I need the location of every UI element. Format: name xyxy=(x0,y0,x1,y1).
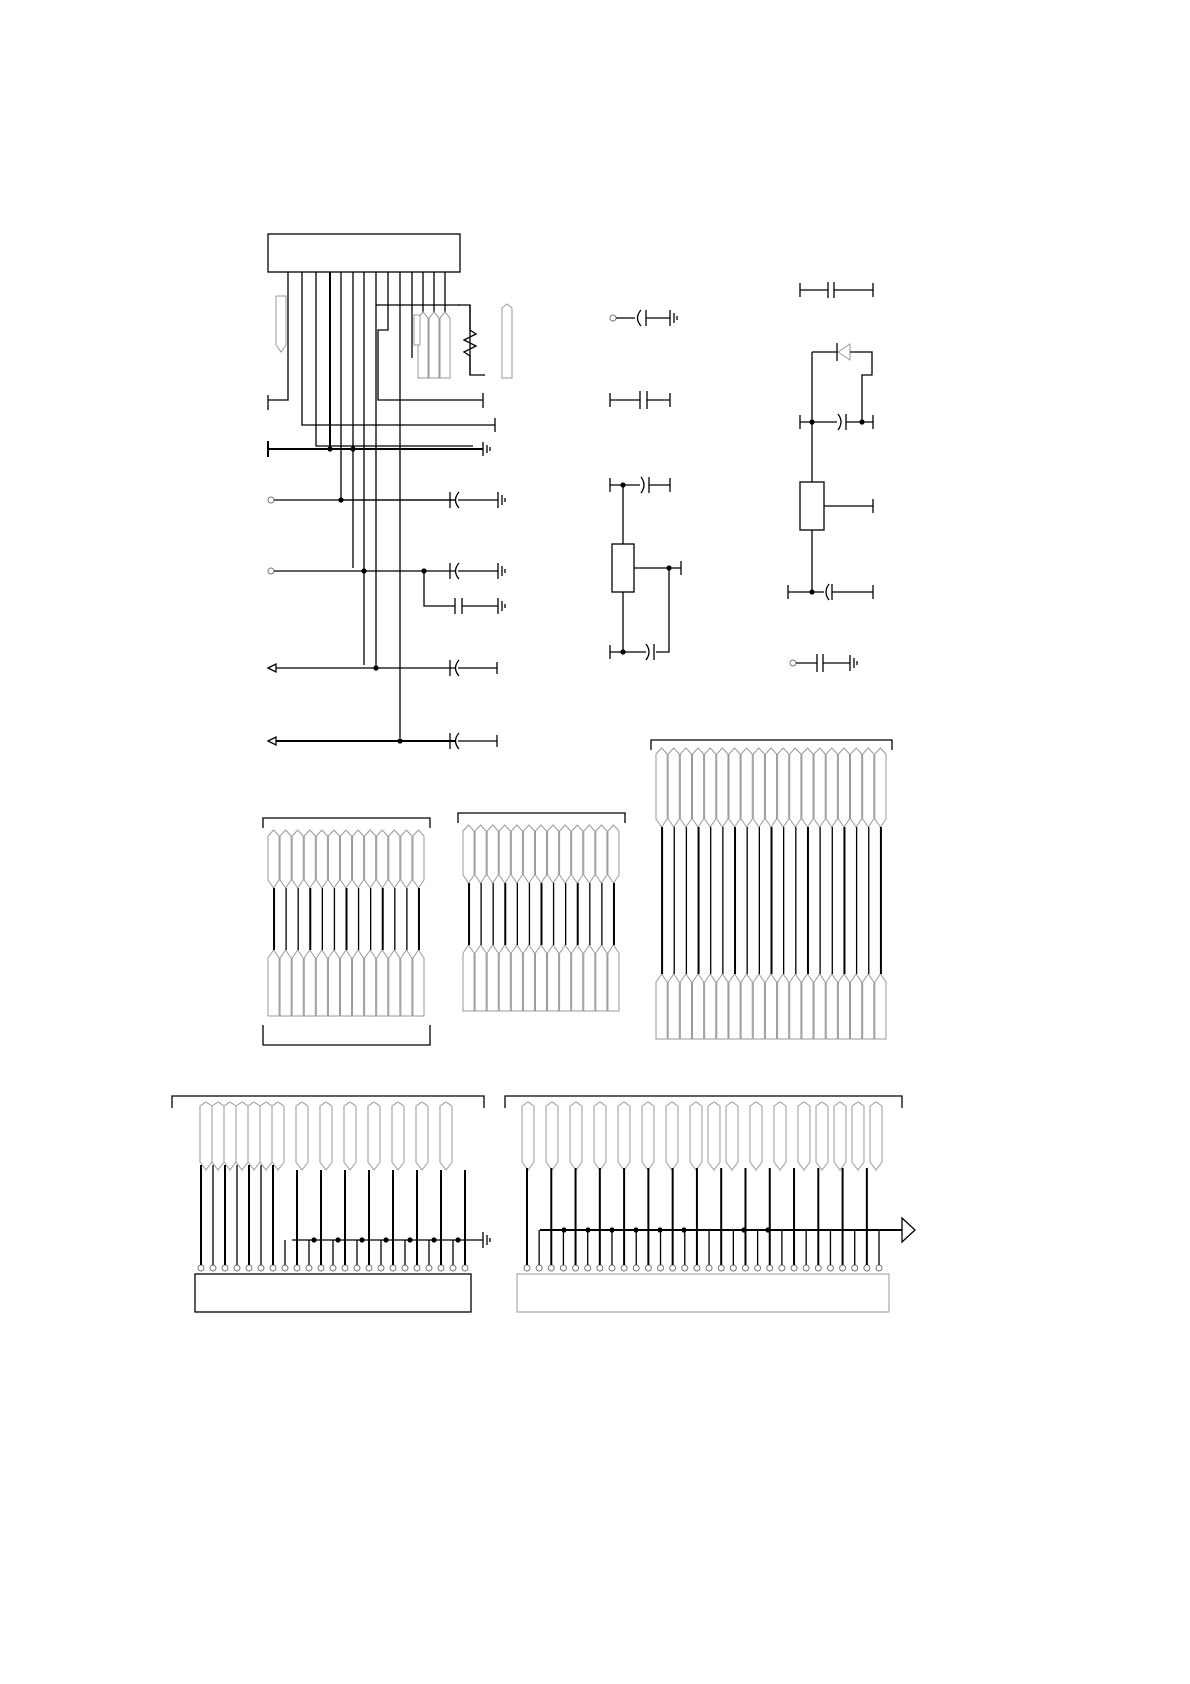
connector-pin xyxy=(487,825,498,883)
connector-pin xyxy=(726,1102,738,1170)
pin-terminal xyxy=(633,1265,639,1271)
pin-terminal xyxy=(573,1265,579,1271)
connector-pin xyxy=(268,950,279,1016)
arrow-terminal xyxy=(268,664,276,672)
ground-icon xyxy=(483,442,490,456)
connector-pin xyxy=(440,1102,452,1170)
connector-pin xyxy=(875,748,886,827)
connector-pin xyxy=(548,825,559,883)
pin-terminal xyxy=(548,1265,554,1271)
connector-pin xyxy=(304,950,315,1016)
junction xyxy=(657,1227,662,1232)
pin-terminal xyxy=(742,1265,748,1271)
connector-pin xyxy=(463,945,474,1011)
connector-bracket xyxy=(263,818,430,828)
connector-pin xyxy=(389,830,400,888)
connector-pin xyxy=(656,974,667,1039)
potentiometer-body xyxy=(800,482,824,530)
capacitor-icon xyxy=(796,654,850,672)
connector-pin xyxy=(560,825,571,883)
pin-terminal xyxy=(536,1265,542,1271)
connector-pin xyxy=(851,748,862,827)
connector-pin xyxy=(548,945,559,1011)
ic-body xyxy=(195,1274,471,1312)
ground-icon xyxy=(850,655,857,671)
connector-pin xyxy=(666,1102,678,1170)
connector-pin xyxy=(692,974,703,1039)
input-terminal xyxy=(610,315,616,321)
connector-pin xyxy=(870,1102,882,1170)
connector-pin xyxy=(268,830,279,888)
pin-terminal xyxy=(462,1265,468,1271)
pin-terminal xyxy=(597,1265,603,1271)
pin-terminal xyxy=(767,1265,773,1271)
connector-pin xyxy=(717,974,728,1039)
connector-pin xyxy=(292,950,303,1016)
pin-terminal xyxy=(682,1265,688,1271)
diode-icon xyxy=(837,343,850,361)
connector-pin xyxy=(570,1102,582,1170)
connector-pin xyxy=(304,830,315,888)
middle-circuit xyxy=(610,310,681,660)
pin-terminal xyxy=(730,1265,736,1271)
connector-pin xyxy=(377,830,388,888)
connector-pin xyxy=(729,974,740,1039)
connector-pin xyxy=(487,945,498,1011)
connector-pin xyxy=(741,974,752,1039)
junction xyxy=(859,419,864,424)
pin-terminal xyxy=(585,1265,591,1271)
ic-body xyxy=(517,1274,889,1312)
connector-pin xyxy=(814,748,825,827)
pin-terminal xyxy=(270,1265,276,1271)
connector-pin xyxy=(802,974,813,1039)
capacitor-icon xyxy=(838,414,873,430)
pin-terminal xyxy=(645,1265,651,1271)
wire xyxy=(610,645,646,659)
pin-terminal xyxy=(306,1265,312,1271)
connector-pin xyxy=(523,945,534,1011)
connector-pin xyxy=(596,945,607,1011)
connector-block-3 xyxy=(651,740,892,1039)
input-terminal xyxy=(790,660,796,666)
connector-pin xyxy=(690,1102,702,1170)
pin-terminal xyxy=(402,1265,408,1271)
connector-pin xyxy=(416,1102,428,1170)
pin-terminal xyxy=(840,1265,846,1271)
connector-pin xyxy=(608,945,619,1011)
connector-pin xyxy=(328,830,339,888)
pin-terminal xyxy=(755,1265,761,1271)
ic-body xyxy=(268,234,460,272)
connector-block-2 xyxy=(458,813,625,1011)
junction xyxy=(361,568,366,573)
wire xyxy=(788,585,824,599)
connector-pin xyxy=(475,825,486,883)
pin-terminal xyxy=(414,1265,420,1271)
pin-terminal xyxy=(354,1265,360,1271)
pin-terminal xyxy=(791,1265,797,1271)
connector-pin xyxy=(328,950,339,1016)
connector-pin xyxy=(392,1102,404,1170)
pin-terminal xyxy=(222,1265,228,1271)
connector-pin xyxy=(750,1102,762,1170)
pin-terminal xyxy=(718,1265,724,1271)
wire xyxy=(800,415,837,429)
pin-terminal xyxy=(560,1265,566,1271)
ic-block-top-left xyxy=(268,234,512,749)
pin-terminal xyxy=(852,1265,858,1271)
ground-icon xyxy=(670,310,677,326)
junction xyxy=(311,1237,316,1242)
arrow-terminal xyxy=(268,737,276,745)
connector-blocks xyxy=(263,740,892,1045)
connector-pin xyxy=(668,974,679,1039)
connector-pin xyxy=(790,974,801,1039)
capacitor-icon xyxy=(610,391,670,409)
connector-pin xyxy=(413,950,424,1016)
capacitor-icon xyxy=(450,563,498,579)
connector-pin xyxy=(535,825,546,883)
connector-pin xyxy=(560,945,571,1011)
connector-pin xyxy=(365,950,376,1016)
pin-terminal xyxy=(450,1265,456,1271)
pin-terminal xyxy=(621,1265,627,1271)
connector-pin xyxy=(475,945,486,1011)
junction xyxy=(455,1237,460,1242)
connector-pin xyxy=(729,748,740,827)
bottom-left-pin-row xyxy=(198,1102,468,1271)
connector-pin xyxy=(572,825,583,883)
connector-pin xyxy=(668,748,679,827)
connector-pin xyxy=(656,748,667,827)
connector-pin xyxy=(851,974,862,1039)
connector-pin xyxy=(765,974,776,1039)
pin-terminal xyxy=(198,1265,204,1271)
connector-pin xyxy=(377,950,388,1016)
connector-pin xyxy=(816,1102,828,1170)
connector-pin xyxy=(535,945,546,1011)
connector-pin xyxy=(826,748,837,827)
connector-pin xyxy=(344,1102,356,1170)
pin-terminal xyxy=(378,1265,384,1271)
connector-pin xyxy=(852,1102,864,1170)
junction xyxy=(407,1237,412,1242)
connector-pin xyxy=(320,1102,332,1170)
connector-pin xyxy=(584,945,595,1011)
junction xyxy=(335,1237,340,1242)
junction xyxy=(681,1227,686,1232)
ground-icon xyxy=(498,598,505,614)
connector-bracket xyxy=(263,1025,430,1045)
pin-terminal xyxy=(366,1265,372,1271)
bottom-right-pin-row xyxy=(522,1102,882,1271)
pin-terminal xyxy=(294,1265,300,1271)
connector-pin xyxy=(584,825,595,883)
ground-icon xyxy=(498,492,505,508)
connector-pin xyxy=(280,950,291,1016)
connector-pin xyxy=(680,974,691,1039)
connector-pin xyxy=(863,748,874,827)
connector-pin xyxy=(511,825,522,883)
wire xyxy=(656,568,669,652)
connector-pin xyxy=(499,825,510,883)
pin-terminal xyxy=(706,1265,712,1271)
connector-bracket xyxy=(458,813,625,823)
connector-pin xyxy=(798,1102,810,1170)
pin-terminal xyxy=(609,1265,615,1271)
connector-pin xyxy=(316,830,327,888)
connector-tab xyxy=(276,296,286,352)
junction xyxy=(633,1227,638,1232)
connector-pin xyxy=(316,950,327,1016)
input-terminal xyxy=(268,497,274,503)
capacitor-icon xyxy=(826,584,873,600)
connector-pin xyxy=(618,1102,630,1170)
pin-terminal xyxy=(258,1265,264,1271)
connector-pin xyxy=(838,748,849,827)
connector-pin xyxy=(608,825,619,883)
connector-pin xyxy=(814,974,825,1039)
connector-pin xyxy=(778,748,789,827)
connector-pin xyxy=(340,950,351,1016)
connector-pin xyxy=(546,1102,558,1170)
connector-tab xyxy=(429,312,439,378)
pin-terminal xyxy=(330,1265,336,1271)
junction xyxy=(561,1227,566,1232)
connector-pin xyxy=(248,1102,260,1170)
junction xyxy=(585,1227,590,1232)
pin-terminal xyxy=(318,1265,324,1271)
connector-pin xyxy=(753,974,764,1039)
capacitor-icon xyxy=(450,492,498,508)
connector-pin xyxy=(292,830,303,888)
connector-pin xyxy=(280,830,291,888)
connector-pin xyxy=(272,1102,284,1170)
connector-pin xyxy=(413,830,424,888)
junction xyxy=(431,1237,436,1242)
potentiometer-body xyxy=(612,544,634,592)
pin-terminal xyxy=(864,1265,870,1271)
pin-terminal xyxy=(210,1265,216,1271)
connector-pin xyxy=(741,748,752,827)
connector-pin xyxy=(708,1102,720,1170)
connector-pin xyxy=(353,950,364,1016)
connector-pin xyxy=(753,748,764,827)
connector-pin xyxy=(594,1102,606,1170)
connector-pin xyxy=(401,830,412,888)
junction xyxy=(350,446,355,451)
pin-terminal xyxy=(246,1265,252,1271)
connector-pin xyxy=(365,830,376,888)
connector-pin xyxy=(236,1102,248,1170)
connector-pin xyxy=(368,1102,380,1170)
connector-pin xyxy=(802,748,813,827)
pin-terminal xyxy=(694,1265,700,1271)
connector-pin xyxy=(717,748,728,827)
junction xyxy=(338,497,343,502)
input-terminal xyxy=(268,568,274,574)
wire xyxy=(824,499,873,513)
connector-pin xyxy=(463,825,474,883)
connector-pin xyxy=(340,830,351,888)
ground-icon xyxy=(483,1232,490,1248)
connector-pin xyxy=(692,748,703,827)
pin-terminal xyxy=(282,1265,288,1271)
connector-pin xyxy=(875,974,886,1039)
capacitor-icon xyxy=(616,310,670,326)
connector-pin xyxy=(642,1102,654,1170)
pin-terminal xyxy=(438,1265,444,1271)
junction xyxy=(609,1227,614,1232)
connector-pin xyxy=(260,1102,272,1170)
pin-terminal xyxy=(658,1265,664,1271)
right-circuit xyxy=(788,282,873,672)
connector-pin xyxy=(401,950,412,1016)
pin-terminal xyxy=(815,1265,821,1271)
junction xyxy=(327,446,332,451)
connector-pin xyxy=(224,1102,236,1170)
connector-pin xyxy=(511,945,522,1011)
connector-pin xyxy=(596,825,607,883)
arrow-terminal xyxy=(902,1218,915,1242)
connector-pin xyxy=(790,748,801,827)
connector-pin xyxy=(834,1102,846,1170)
connector-pin xyxy=(522,1102,534,1170)
connector-pin xyxy=(200,1102,212,1170)
bottom-pin-rows xyxy=(198,1102,882,1271)
pin-terminal xyxy=(670,1265,676,1271)
connector-pin xyxy=(212,1102,224,1170)
connector-tab xyxy=(502,304,512,378)
connector-pin xyxy=(523,825,534,883)
ground-icon xyxy=(498,563,505,579)
pin-terminal xyxy=(827,1265,833,1271)
capacitor-icon xyxy=(800,282,873,298)
connector-pin xyxy=(705,748,716,827)
junction xyxy=(359,1237,364,1242)
connector-pin xyxy=(572,945,583,1011)
connector-pin xyxy=(499,945,510,1011)
capacitor-icon xyxy=(450,660,497,676)
capacitor-icon xyxy=(455,598,498,614)
connector-pin xyxy=(826,974,837,1039)
pin-terminal xyxy=(342,1265,348,1271)
pin-terminal xyxy=(234,1265,240,1271)
connector-pin xyxy=(353,830,364,888)
capacitor-icon xyxy=(641,477,670,493)
connector-tab xyxy=(440,312,450,378)
junction xyxy=(741,1227,746,1232)
junction xyxy=(765,1227,770,1232)
pin-terminal xyxy=(524,1265,530,1271)
pin-terminal xyxy=(390,1265,396,1271)
connector-pin xyxy=(296,1102,308,1170)
connector-pin xyxy=(389,950,400,1016)
junction xyxy=(383,1237,388,1242)
connector-pin xyxy=(863,974,874,1039)
connector-pin xyxy=(778,974,789,1039)
connector-pin xyxy=(774,1102,786,1170)
capacitor-icon xyxy=(646,644,654,660)
wire xyxy=(634,561,681,575)
pin-terminal xyxy=(426,1265,432,1271)
pin-terminal xyxy=(779,1265,785,1271)
connector-block-1 xyxy=(263,818,430,1045)
connector-tab xyxy=(414,315,420,345)
connector-pin xyxy=(765,748,776,827)
junction xyxy=(397,738,402,743)
connector-pin xyxy=(838,974,849,1039)
connector-pin xyxy=(680,748,691,827)
capacitor-icon xyxy=(450,733,497,749)
connector-pin xyxy=(705,974,716,1039)
pin-terminal xyxy=(803,1265,809,1271)
pin-terminal xyxy=(876,1265,882,1271)
wire xyxy=(850,352,872,422)
